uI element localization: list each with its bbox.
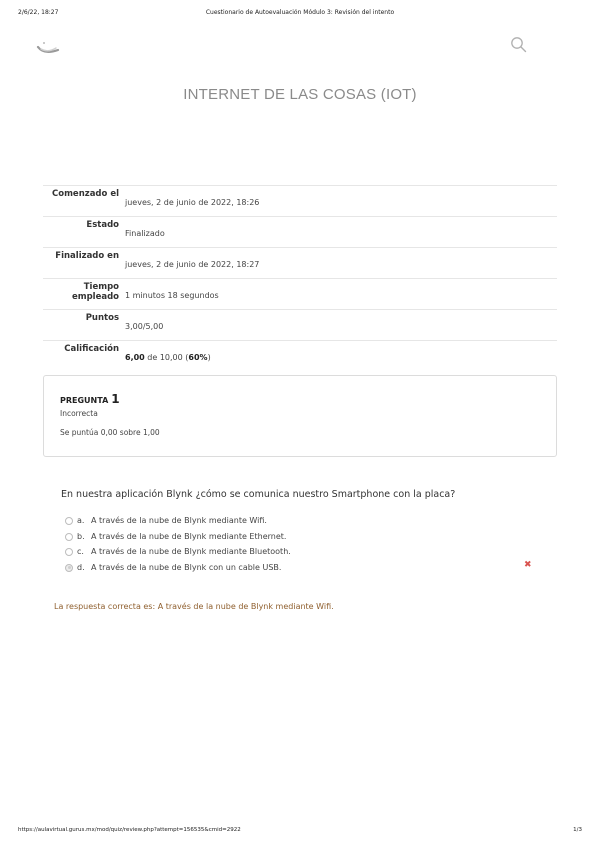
- question-info-box: [43, 375, 557, 457]
- print-header: [18, 9, 582, 19]
- summary-value: jueves, 2 de junio de 2022, 18:27: [125, 260, 260, 269]
- answer-letter: d.: [77, 562, 85, 572]
- grade-end: ): [207, 353, 211, 362]
- question-state: Incorrecta: [60, 409, 98, 418]
- grade-score: 6,00: [125, 353, 145, 362]
- answer-letter: c.: [77, 547, 84, 556]
- answer-text: A través de la nube de Blynk mediante Ethernet.: [91, 531, 287, 541]
- answer-text: A través de la nube de Blynk mediante Wifi.: [91, 516, 267, 525]
- answer-option-d[interactable]: [64, 563, 544, 579]
- summary-label: Comenzado el: [52, 189, 119, 199]
- print-title: Cuestionario de Autoevaluación Módulo 3: Revisión del intento: [205, 9, 395, 16]
- radio-button[interactable]: [65, 517, 73, 525]
- summary-value: jueves, 2 de junio de 2022, 18:26: [125, 198, 260, 207]
- print-date: 2/6/22, 18:27: [18, 9, 59, 16]
- grade-value: [125, 353, 211, 362]
- answer-letter: b.: [77, 531, 85, 541]
- correct-answer-feedback: La respuesta correcta es: A través de la nube de Blynk mediante Wifi.: [54, 602, 334, 611]
- summary-row-state: [43, 217, 557, 248]
- summary-label: Finalizado en: [55, 251, 119, 261]
- grade-percent: 60%: [188, 353, 208, 362]
- answer-list: [64, 516, 544, 578]
- summary-label: Estado: [86, 220, 119, 230]
- answer-option-c[interactable]: [64, 547, 544, 563]
- summary-label: Calificación: [64, 344, 119, 354]
- summary-row-finished: [43, 248, 557, 279]
- summary-row-marks: [43, 310, 557, 341]
- answer-text: A través de la nube de Blynk mediante Bluetooth.: [91, 547, 291, 556]
- answer-option-a[interactable]: [64, 516, 544, 532]
- radio-button[interactable]: [65, 548, 73, 556]
- question-number: [60, 392, 120, 406]
- answer-text: A través de la nube de Blynk con un cable USB.: [91, 562, 282, 572]
- answer-option-b[interactable]: [64, 532, 544, 548]
- question-prefix: PREGUNTA: [60, 396, 109, 405]
- page-title: INTERNET DE LAS COSAS (IOT): [183, 86, 417, 103]
- answer-letter: a.: [77, 516, 85, 525]
- print-page-number: 1/3: [573, 827, 582, 833]
- summary-value: Finalizado: [125, 229, 165, 238]
- question-text: En nuestra aplicación Blynk ¿cómo se comunica nuestro Smartphone con la placa?: [61, 489, 456, 500]
- summary-label: Tiempo empleado: [71, 282, 119, 302]
- incorrect-icon: ✖: [524, 560, 532, 570]
- search-icon[interactable]: [510, 36, 527, 53]
- summary-value: 3,00/5,00: [125, 322, 164, 331]
- radio-button-selected[interactable]: [65, 564, 73, 572]
- radio-button[interactable]: [65, 533, 73, 541]
- print-footer: [18, 827, 582, 837]
- question-grade: Se puntúa 0,00 sobre 1,00: [60, 428, 160, 437]
- question-number-value: 1: [111, 392, 120, 406]
- attempt-summary-table: [43, 185, 557, 371]
- logo-swoosh-icon[interactable]: [36, 38, 62, 56]
- summary-value: 1 minutos 18 segundos: [125, 291, 219, 300]
- grade-middle: de 10,00 (: [144, 353, 189, 362]
- summary-row-time-taken: [43, 279, 557, 310]
- print-url: https://aulavirtual.gurus.mx/mod/quiz/review.php?attempt=156535&cmid=2922: [18, 827, 241, 833]
- summary-row-started: [43, 186, 557, 217]
- summary-row-grade: [43, 341, 557, 371]
- summary-label: Puntos: [85, 313, 119, 323]
